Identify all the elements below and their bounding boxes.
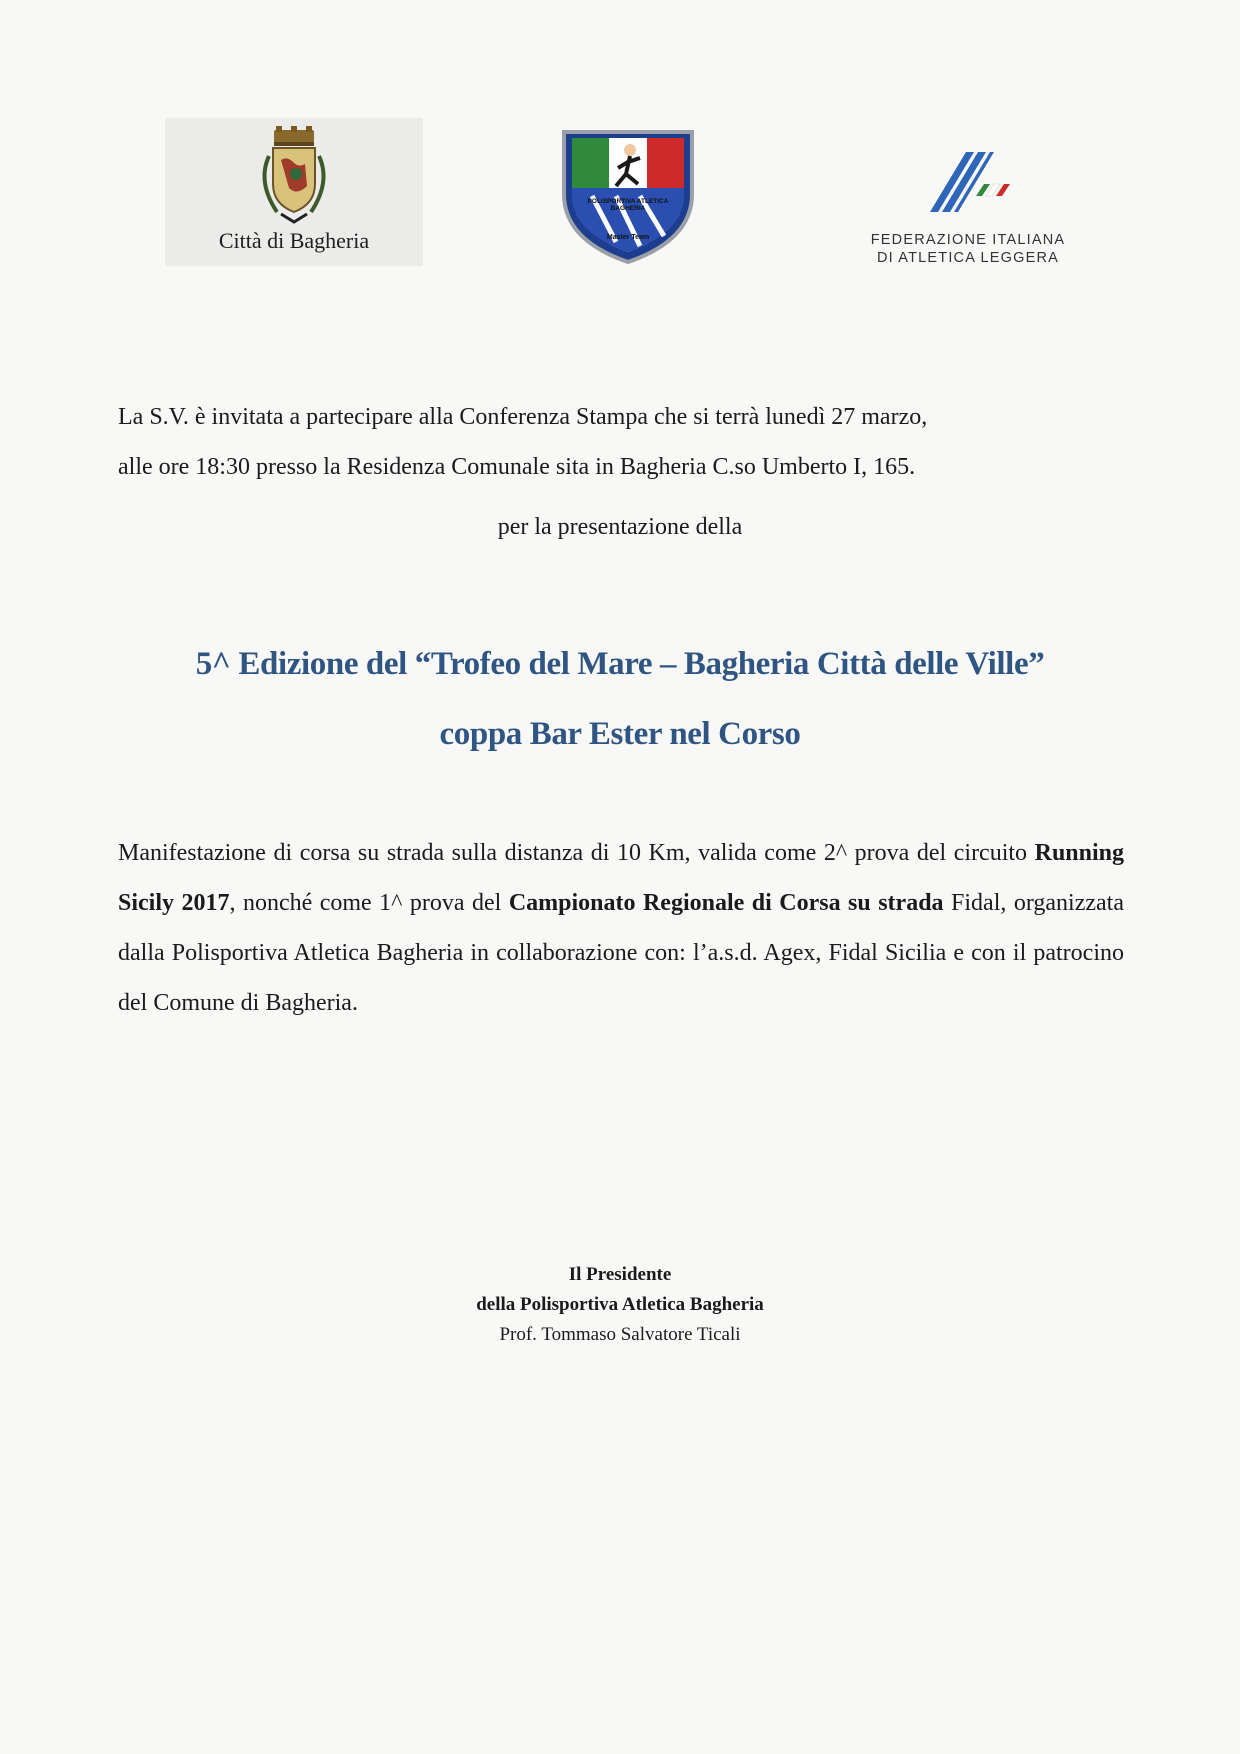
event-subtitle: coppa Bar Ester nel Corso <box>439 716 801 752</box>
presentation-line: per la presentazione della <box>497 514 743 540</box>
logo-bagheria-caption: Città di Bagheria <box>218 228 370 253</box>
event-description <box>118 828 1124 1028</box>
fidal-logo <box>858 150 1078 270</box>
invitation-line-2: alle ore 18:30 presso la Residenza Comunale sita in Bagheria C.so Umberto I, 165. <box>118 454 916 480</box>
logo-fidal-line2: DI ATLETICA LEGGERA <box>876 250 1060 266</box>
campionato-regionale-highlight: Campionato Regionale di Corsa su strada <box>508 890 944 916</box>
signature-block <box>0 1260 1240 1350</box>
description-text-3: Fidal, organizzata dalla Polisportiva Atletica Bagheria in collaborazione con: l’a.s.d. Agex, Fidal Sicilia e con il patrocino del Comune di Bagheria. <box>118 890 1124 1016</box>
polisportiva-shield-icon <box>558 124 698 266</box>
running-sicily-highlight: Running Sicily 2017 <box>118 840 1124 916</box>
description-text-2: , nonché come 1^ prova del <box>229 890 509 916</box>
signature-role: Il Presidente <box>568 1264 672 1285</box>
polisportiva-atletica-bagheria-logo <box>558 124 698 271</box>
fidal-stripes-icon <box>928 150 1018 212</box>
logo-polisportiva-team: Master Team <box>606 234 650 241</box>
citta-di-bagheria-logo <box>165 118 423 266</box>
bagheria-coat-of-arms-icon <box>251 126 337 230</box>
event-title: 5^ Edizione del “Trofeo del Mare – Bagheria Città delle Ville” <box>195 646 1045 682</box>
signature-name: Prof. Tommaso Salvatore Ticali <box>499 1324 741 1345</box>
signature-organization: della Polisportiva Atletica Bagheria <box>476 1294 764 1315</box>
description-text-1: Manifestazione di corsa su strada sulla distanza di 10 Km, valida come 2^ prova del circuito <box>118 840 1035 866</box>
logo-polisportiva-name: POLISPORTIVA ATLETICA BAGHERIA <box>587 198 669 212</box>
logo-fidal-line1: FEDERAZIONE ITALIANA <box>870 232 1066 248</box>
invitation-paragraph <box>118 392 1128 492</box>
invitation-line-1: La S.V. è invitata a partecipare alla Conferenza Stampa che si terrà lunedì 27 marzo, <box>118 404 928 430</box>
